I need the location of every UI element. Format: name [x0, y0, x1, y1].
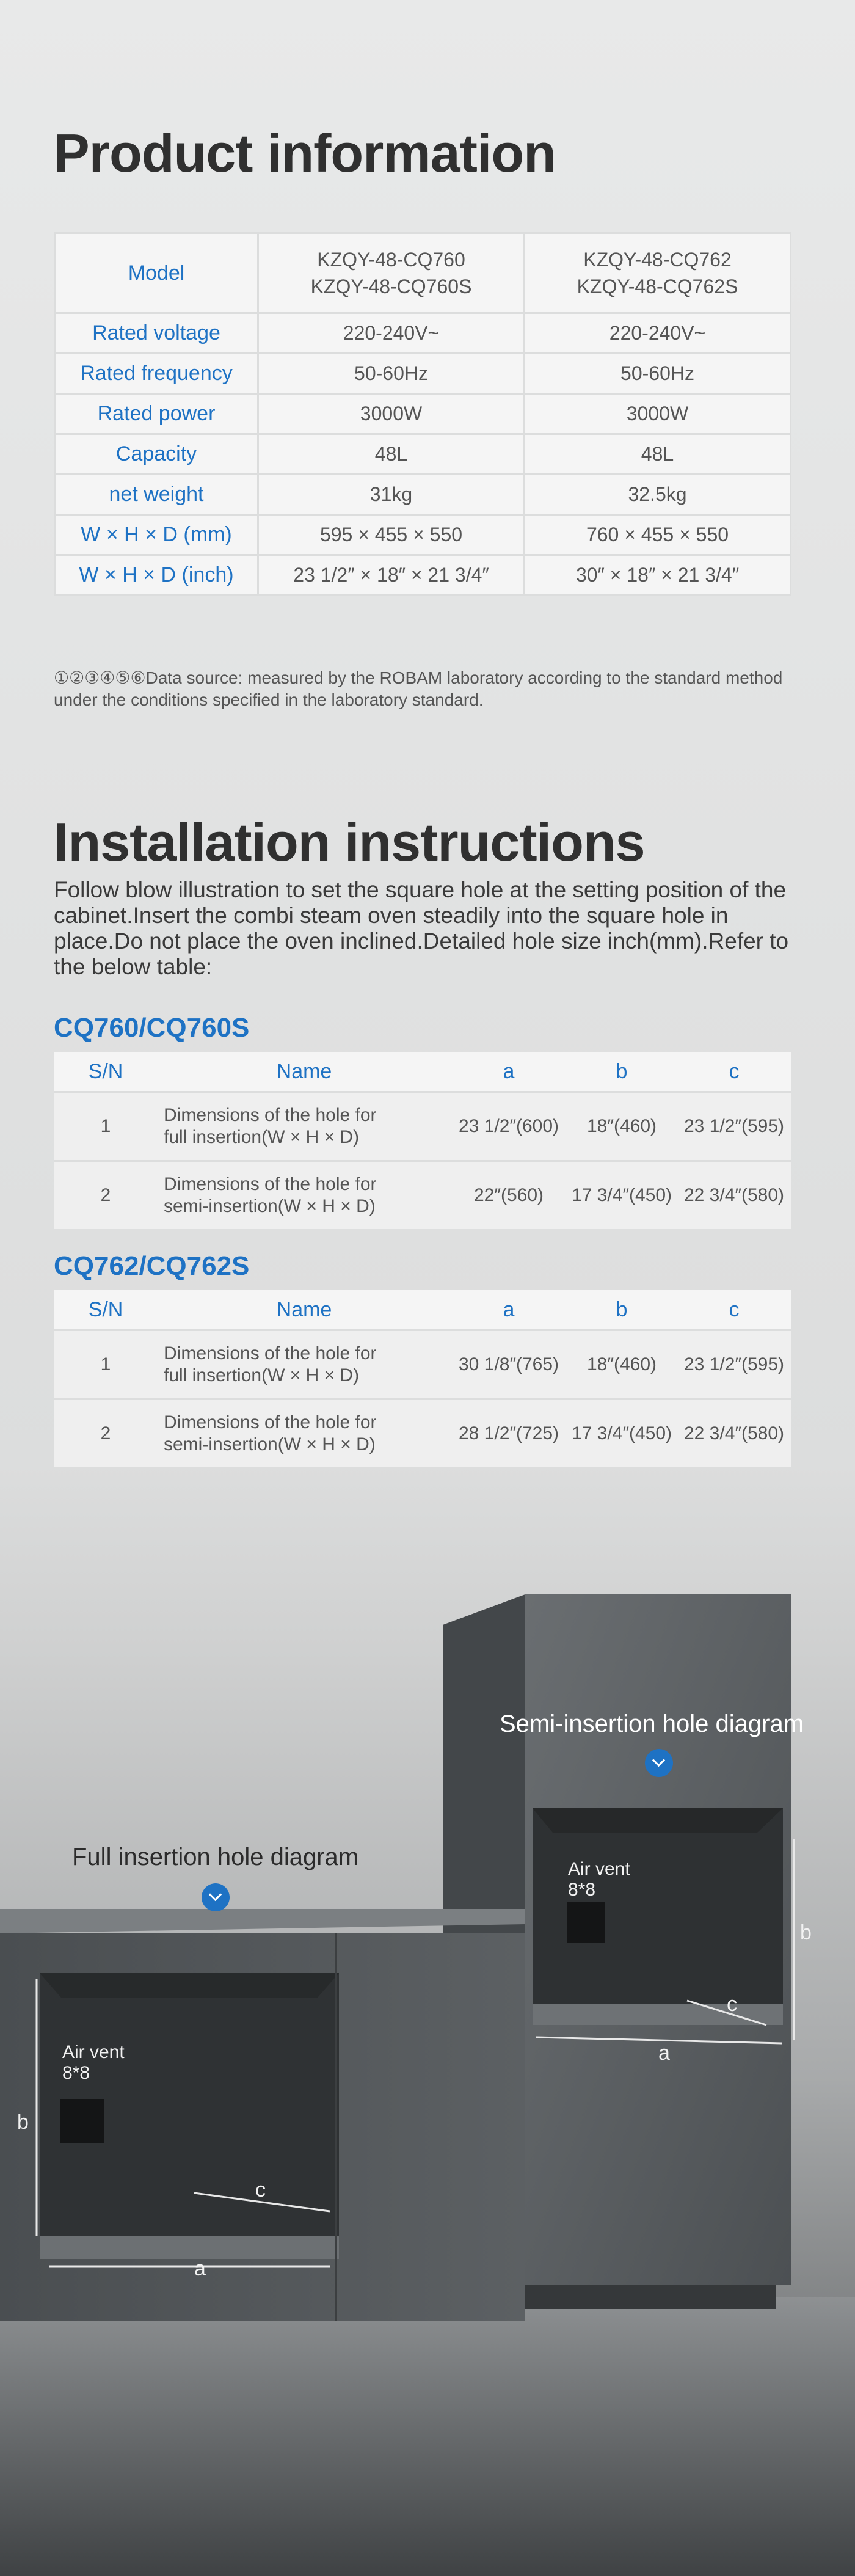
- full-insertion-caption: Full insertion hole diagram: [72, 1844, 359, 1870]
- cell-name: Dimensions of the hole for full insertion(W × H × D): [158, 1330, 451, 1399]
- low-cabinet: [0, 1909, 525, 2321]
- spec-value: 30″ × 18″ × 21 3/4″: [525, 555, 791, 596]
- spec-row-dim-inch: [55, 555, 791, 596]
- table-title-cq762: CQ762/CQ762S: [54, 1251, 250, 1281]
- dim-label-c: c: [255, 2178, 266, 2202]
- cell-a: 30 1/8″(765): [451, 1330, 567, 1399]
- data-source-note: ①②③④⑤⑥Data source: measured by the ROBAM laboratory according to the standard method under the conditions specified in the laboratory standard.: [54, 668, 783, 709]
- cell-b: 18″(460): [567, 1330, 677, 1399]
- dimension-table-cq760: [54, 1052, 791, 1229]
- spec-label: Rated frequency: [55, 354, 258, 394]
- table-title-cq760: CQ760/CQ760S: [54, 1013, 250, 1043]
- spec-value: 31kg: [258, 475, 525, 515]
- table-row: [54, 1330, 791, 1399]
- col-name: Name: [158, 1290, 451, 1330]
- table-header-row: [54, 1052, 791, 1092]
- cell-sn: 1: [54, 1092, 158, 1161]
- cell-c: 23 1/2″(595): [677, 1330, 791, 1399]
- spec-row-power: [55, 394, 791, 434]
- spec-label: Rated voltage: [55, 313, 258, 354]
- semi-insertion-caption: Semi-insertion hole diagram: [500, 1710, 804, 1737]
- cell-sn: 1: [54, 1330, 158, 1399]
- dim-label-c: c: [727, 1993, 737, 2016]
- cell-a: 28 1/2″(725): [451, 1399, 567, 1468]
- dim-label-b: b: [800, 1921, 812, 1944]
- air-vent-label: Air vent 8*8: [62, 2042, 125, 2083]
- spec-value: 48L: [525, 434, 791, 475]
- spec-row-weight: [55, 475, 791, 515]
- spec-label: net weight: [55, 475, 258, 515]
- cell-name: Dimensions of the hole for full insertion(W × H × D): [158, 1092, 451, 1161]
- cell-name: Dimensions of the hole for semi-insertion(W × H × D): [158, 1161, 451, 1230]
- cell-b: 17 3/4″(450): [567, 1399, 677, 1468]
- spec-value: 32.5kg: [525, 475, 791, 515]
- cell-c: 22 3/4″(580): [677, 1161, 791, 1230]
- floor: [0, 2297, 855, 2576]
- cell-c: 23 1/2″(595): [677, 1092, 791, 1161]
- col-a: a: [451, 1290, 567, 1330]
- installation-paragraph: Follow blow illustration to set the square hole at the setting position of the cabinet.Insert the combi steam oven steadily into the square hole in place.Do not place the oven inclined.Detailed hole size inch(mm).Refer to the below table:: [54, 877, 789, 979]
- dim-label-a: a: [194, 2257, 206, 2280]
- col-b: b: [567, 1290, 677, 1330]
- col-sn: S/N: [54, 1052, 158, 1092]
- spec-value: 595 × 455 × 550: [258, 515, 525, 555]
- cell-c: 22 3/4″(580): [677, 1399, 791, 1468]
- spec-value: 3000W: [258, 394, 525, 434]
- col-c: c: [677, 1052, 791, 1092]
- col-b: b: [567, 1052, 677, 1092]
- table-header-row: [54, 1290, 791, 1330]
- spec-value: 760 × 455 × 550: [525, 515, 791, 555]
- spec-table: [54, 232, 791, 596]
- cell-b: 18″(460): [567, 1092, 677, 1161]
- cell-sn: 2: [54, 1161, 158, 1230]
- spec-row-capacity: [55, 434, 791, 475]
- spec-row-model: [55, 233, 791, 313]
- spec-value: 220-240V~: [258, 313, 525, 354]
- spec-value: 48L: [258, 434, 525, 475]
- spec-value: KZQY-48-CQ762 KZQY-48-CQ762S: [525, 233, 791, 313]
- table-row: [54, 1399, 791, 1468]
- cell-a: 23 1/2″(600): [451, 1092, 567, 1161]
- spec-label: Model: [55, 233, 258, 313]
- cell-sn: 2: [54, 1399, 158, 1468]
- dim-label-a: a: [658, 2041, 670, 2065]
- air-vent-full: [60, 2099, 104, 2143]
- spec-label: Rated power: [55, 394, 258, 434]
- spec-value: 23 1/2″ × 18″ × 21 3/4″: [258, 555, 525, 596]
- spec-row-dim-mm: [55, 515, 791, 555]
- dimension-table-cq762: [54, 1290, 791, 1467]
- air-vent-label: Air vent 8*8: [568, 1859, 630, 1900]
- cell-name: Dimensions of the hole for semi-insertion(W × H × D): [158, 1399, 451, 1468]
- col-a: a: [451, 1052, 567, 1092]
- spec-value: 3000W: [525, 394, 791, 434]
- spec-label: Capacity: [55, 434, 258, 475]
- spec-value: 50-60Hz: [258, 354, 525, 394]
- spec-value: KZQY-48-CQ760 KZQY-48-CQ760S: [258, 233, 525, 313]
- spec-value: 220-240V~: [525, 313, 791, 354]
- dim-label-b: b: [17, 2111, 29, 2134]
- chevron-down-icon: [645, 1749, 673, 1777]
- chevron-down-icon: [202, 1883, 230, 1911]
- installation-title: Installation instructions: [54, 812, 645, 872]
- spec-label: W × H × D (mm): [55, 515, 258, 555]
- product-info-title: Product information: [54, 123, 556, 183]
- spec-row-frequency: [55, 354, 791, 394]
- table-row: [54, 1092, 791, 1161]
- table-row: [54, 1161, 791, 1230]
- cell-b: 17 3/4″(450): [567, 1161, 677, 1230]
- col-name: Name: [158, 1052, 451, 1092]
- air-vent-semi: [567, 1902, 605, 1943]
- spec-row-voltage: [55, 313, 791, 354]
- spec-value: 50-60Hz: [525, 354, 791, 394]
- spec-label: W × H × D (inch): [55, 555, 258, 596]
- col-c: c: [677, 1290, 791, 1330]
- cell-a: 22″(560): [451, 1161, 567, 1230]
- col-sn: S/N: [54, 1290, 158, 1330]
